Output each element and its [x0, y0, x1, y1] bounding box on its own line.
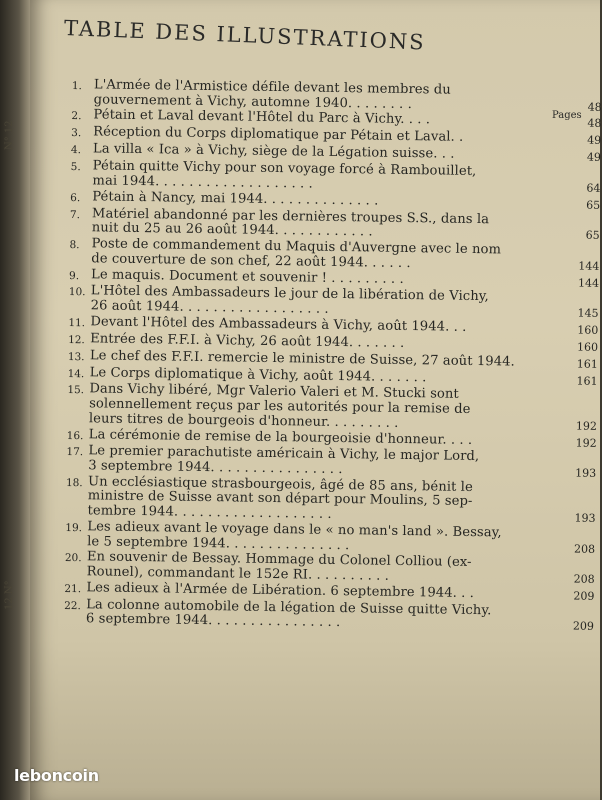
entry-caption: Réception du Corps diplomatique par Pétain et Laval. . — [93, 124, 464, 146]
entry-caption: Poste de commandement du Maquis d'Auvergne avec le nom de couverture de son chef, 22 août 1944. . . . . . — [91, 236, 502, 271]
entry-caption: L'Hôtel des Ambassadeurs le jour de la libération de Vichy, 26 août 1944. . . . . . . . . . . . . . . . . . — [90, 283, 489, 317]
entry-caption: La villa « Ica » à Vichy, siège de la Légation suisse. . . — [92, 141, 455, 162]
entry-caption: Le chef des F.F.I. remercie le ministre de Suisse, 27 août 1944. — [89, 347, 515, 370]
entry-caption: Le premier parachutiste américain à Vichy, le major Lord, 3 septembre 1944. . . . . . . . . . . . . . . . — [88, 443, 480, 478]
entry-number: 9. — [68, 269, 80, 282]
entry-caption: Devant l'Hôtel des Ambassadeurs à Vichy, août 1944. . . — [90, 314, 467, 335]
entry-page-number: 48 — [587, 117, 602, 131]
entry-page-number: 208 — [573, 542, 596, 556]
book-spine — [0, 0, 34, 800]
entry-caption: Un ecclésiastique strasbourgeois, âgé de 85 ans, bénit le ministre de Suisse avant son départ pour Moulins, 5 sep- tembre 1944. . . . . . . . . . . . . . . . . . . — [87, 474, 473, 522]
entry-page-number: 193 — [574, 511, 596, 525]
entry-page-number: 208 — [573, 572, 595, 586]
entry-page-number: 192 — [575, 419, 597, 433]
entry-page-number: 145 — [577, 306, 599, 320]
page-title: TABLE DES ILLUSTRATIONS — [63, 16, 427, 55]
entry-caption: Pétain quitte Vichy pour son voyage forcé à Rambouillet, mai 1944. . . . . . . . . . . . . . . . . . . — [92, 158, 477, 192]
entry-page-number: 49 — [587, 134, 602, 148]
entry-caption: Pétain à Nancy, mai 1944. . . . . . . . . . . . . . — [92, 188, 379, 209]
entry-number: 4. — [70, 144, 82, 157]
entry-caption: La colonne automobile de la légation de Suisse quitte Vichy. 6 septembre 1944. . . . . . . . . . . . . . . . — [85, 597, 492, 631]
spine-mark-top: N° 12 — [4, 120, 15, 150]
entry-page-number: 192 — [575, 436, 597, 450]
entry-number: 22. — [64, 599, 81, 613]
entry-caption: En souvenir de Bessay. Hommage du Colonel Colliou (ex- Rounel), commandant le 152e RI. . . . . . . . . . — [86, 549, 472, 584]
entry-number: 10. — [68, 286, 86, 299]
entry-number: 14. — [67, 367, 85, 380]
entry-page-number: 64 — [586, 181, 601, 195]
entry-page-number: 48 — [587, 100, 602, 114]
entry-caption: La cérémonie de remise de la bourgeoisie d'honneur. . . . — [88, 426, 473, 448]
entry-caption: L'Armée de l'Armistice défile devant les membres du gouvernement à Vichy, automne 1940. . . . . . . . — [93, 77, 451, 112]
illustration-entry — [64, 597, 595, 634]
entry-page-number: 65 — [585, 228, 600, 242]
entry-number: 16. — [66, 429, 84, 442]
entry-page-number: 160 — [577, 323, 599, 337]
book-page — [30, 0, 600, 800]
entry-number: 2. — [71, 110, 82, 123]
entry-page-number: 161 — [576, 357, 598, 371]
entry-number: 12. — [68, 333, 85, 346]
spine-mark-bottom: 12 N° — [4, 580, 15, 610]
illustration-entry — [67, 381, 597, 433]
entry-number: 7. — [69, 208, 81, 221]
entry-caption: Le Corps diplomatique à Vichy, août 1944. . . . . . . — [89, 364, 427, 385]
entry-number: 11. — [68, 316, 86, 330]
entry-number: 8. — [69, 238, 80, 252]
entry-number: 13. — [67, 350, 85, 363]
entry-number: 20. — [64, 552, 82, 565]
entry-number: 1. — [71, 79, 83, 93]
entry-caption: Matériel abandonné par les dernières troupes S.S., dans la nuit du 25 au 26 août 1944. . . . . . . . . . . . — [91, 205, 490, 240]
leboncoin-watermark: leboncoin — [14, 766, 99, 785]
entry-number: 5. — [70, 161, 81, 174]
pages-column-header: Pages — [552, 110, 582, 121]
entry-number: 15. — [67, 384, 85, 397]
entry-caption: Entrée des F.F.I. à Vichy, 26 août 1944. . . . . . . — [90, 331, 405, 351]
entry-caption: Pétain et Laval devant l'Hôtel du Parc à Vichy. . . . — [93, 107, 431, 128]
entry-number: 19. — [65, 521, 83, 535]
entry-page-number: 49 — [586, 150, 601, 165]
entry-number: 3. — [71, 127, 82, 140]
entry-page-number: 161 — [576, 374, 598, 388]
entry-number: 6. — [70, 191, 81, 204]
entry-caption: Le maquis. Document et souvenir ! . . . . . . . . . — [90, 266, 404, 287]
entry-page-number: 209 — [572, 619, 595, 634]
entry-page-number: 193 — [575, 466, 597, 480]
entry-caption: Les adieux avant le voyage dans le « no man's land ». Bessay, le 5 septembre 1944. . . . . . . . . . . . . . . — [87, 519, 502, 553]
entry-page-number: 65 — [586, 198, 601, 212]
entry-page-number: 209 — [573, 589, 595, 603]
entry-caption: Dans Vichy libéré, Mgr Valerio Valeri et M. Stucki sont solennellement reçus par les autorités pour la remise de leurs titres de bourgeois d'honneur. . . . . . . . . — [88, 381, 471, 431]
entry-number: 21. — [64, 582, 82, 596]
illustration-entry — [65, 474, 596, 526]
entry-number: 18. — [65, 476, 83, 490]
entry-caption: Les adieux à l'Armée de Libération. 6 septembre 1944. . . — [86, 580, 475, 601]
entry-page-number: 144 — [577, 276, 600, 290]
entry-number: 17. — [66, 446, 84, 459]
entry-page-number: 144 — [578, 259, 600, 273]
entry-page-number: 160 — [576, 340, 599, 354]
